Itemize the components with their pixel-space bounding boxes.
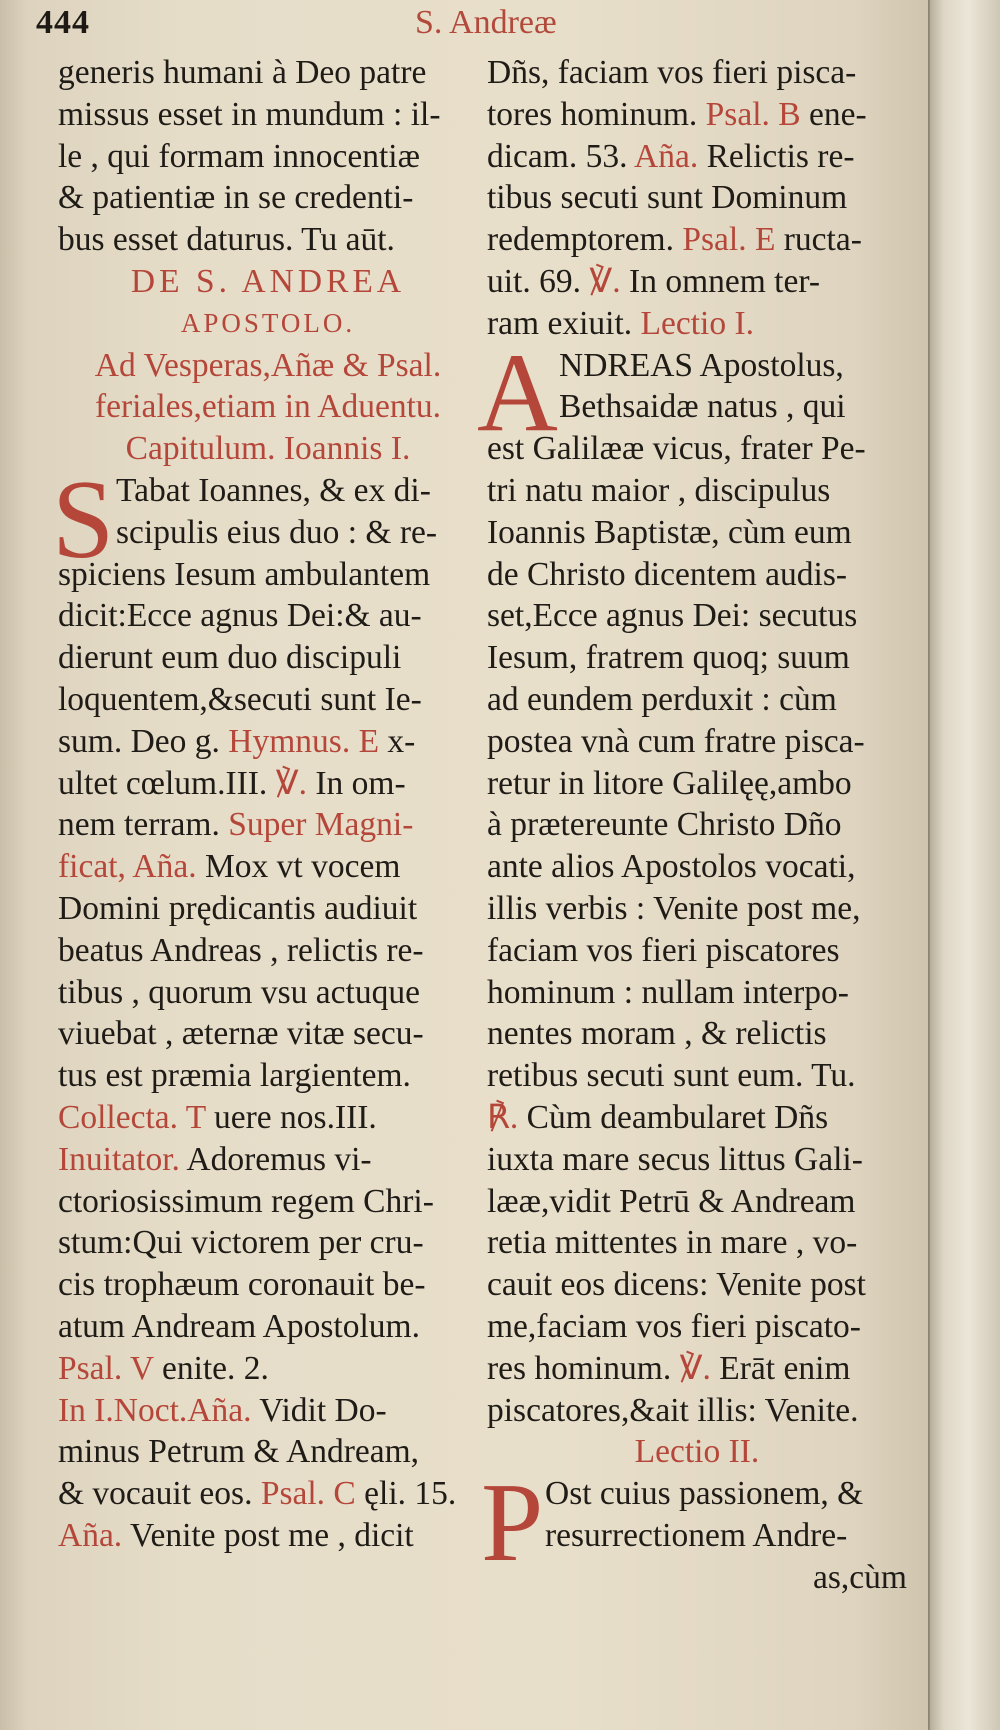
left-text-line xyxy=(58,52,478,94)
left-text-line xyxy=(58,1139,478,1181)
right-text-line xyxy=(487,637,907,679)
left-text-line xyxy=(58,219,478,261)
left-text-line xyxy=(58,428,478,470)
right-text-line xyxy=(487,1055,907,1097)
left-text-line xyxy=(58,554,478,596)
right-text-line xyxy=(487,1348,907,1390)
line-text: Capitulum. Ioannis I. xyxy=(125,430,411,468)
left-text-line xyxy=(58,303,478,345)
line-text: ęli. 15. xyxy=(364,1475,457,1513)
line-text: res hominum. xyxy=(487,1349,672,1387)
right-text-line xyxy=(487,972,907,1014)
rubric: Psal. C xyxy=(260,1475,356,1513)
drop-capital: A xyxy=(477,330,558,455)
right-text-line xyxy=(487,136,907,178)
line-text: cauit eos dicens: Venite post xyxy=(487,1266,866,1304)
rubric: In I.Noct.Aña. xyxy=(58,1391,252,1429)
line-text: minus Petrum & Andream, xyxy=(58,1433,420,1471)
line-text: Mox vt vocem xyxy=(204,848,401,886)
right-text-line xyxy=(487,763,907,805)
line-text: Erāt enim xyxy=(719,1349,851,1387)
left-text-line xyxy=(58,888,478,930)
left-text-line xyxy=(58,1222,478,1264)
line-text: set,Ecce agnus Dei: secutus xyxy=(487,597,858,635)
line-text: cis trophæum coronauit be- xyxy=(58,1266,426,1304)
line-text: redemptorem. xyxy=(487,221,674,259)
left-text-line xyxy=(58,136,478,178)
line-text: Ost cuius passionem, & xyxy=(545,1475,864,1513)
rubric: Psal. E xyxy=(682,221,776,259)
line-text: Ioannis Baptistæ, cùm eum xyxy=(487,513,852,551)
right-text-line xyxy=(487,1181,907,1223)
line-text: dicit:Ecce agnus Dei:& au- xyxy=(58,597,422,635)
rubric: ℣. xyxy=(679,1349,711,1387)
right-text-line xyxy=(487,52,907,94)
right-text-line xyxy=(487,846,907,888)
left-text-line xyxy=(58,1181,478,1223)
right-text-line xyxy=(487,1264,907,1306)
rubric: ℣. xyxy=(275,764,307,802)
line-text: nentes moram , & relictis xyxy=(487,1015,827,1053)
rubric: ℣. xyxy=(589,262,621,300)
line-text: Relictis re- xyxy=(706,137,855,175)
facing-page-edge xyxy=(930,0,1000,1730)
left-text-line xyxy=(58,1515,478,1557)
left-text-line xyxy=(58,1097,478,1139)
left-text-line xyxy=(58,177,478,219)
line-text: uere nos.III. xyxy=(214,1098,377,1136)
line-text: tibus secuti sunt Dominum xyxy=(487,179,848,217)
line-text: me,faciam vos fieri piscato- xyxy=(487,1307,861,1345)
right-text-line xyxy=(487,679,907,721)
line-text: dierunt eum duo discipuli xyxy=(58,639,402,677)
line-text: viuebat , æternæ vitæ secu- xyxy=(58,1015,424,1053)
line-text: atum Andream Apostolum. xyxy=(58,1307,420,1345)
left-text-line xyxy=(58,930,478,972)
left-text-line xyxy=(58,1348,478,1390)
right-text-line xyxy=(487,595,907,637)
line-text: est Galilææ vicus, frater Pe- xyxy=(487,430,866,468)
line-text: à prætereunte Christo Dño xyxy=(487,806,842,844)
rubric: Lectio II. xyxy=(634,1433,760,1471)
rubric: Psal. V xyxy=(58,1349,154,1387)
line-text: Tabat Ioannes, & ex di- xyxy=(116,471,431,509)
line-text: stum:Qui victorem per cru- xyxy=(58,1224,424,1262)
line-text: Venite post me , dicit xyxy=(129,1516,414,1554)
left-text-line xyxy=(58,637,478,679)
line-text: Vidit Do- xyxy=(259,1391,387,1429)
line-text: NDREAS Apostolus, xyxy=(559,346,844,384)
left-text-line xyxy=(58,721,478,763)
line-text: Iesum, fratrem quoq; suum xyxy=(487,639,850,677)
rubric: Hymnus. E xyxy=(228,722,380,760)
rubric: Aña. xyxy=(58,1516,123,1554)
right-text-line xyxy=(487,804,907,846)
rubric: Aña. xyxy=(634,137,699,175)
line-text: x- xyxy=(387,722,416,760)
line-text: as,cùm xyxy=(813,1558,907,1596)
rubric: ℟. xyxy=(487,1098,519,1136)
line-text: tri natu maior , discipulus xyxy=(487,471,831,509)
line-text: & vocauit eos. xyxy=(58,1475,253,1513)
line-text: ctoriosissimum regem Chri- xyxy=(58,1182,434,1220)
line-text: beatus Andreas , relictis re- xyxy=(58,931,424,969)
left-text-line xyxy=(58,972,478,1014)
right-text-line xyxy=(487,930,907,972)
line-text: & patientiæ in se credenti- xyxy=(58,179,414,217)
left-text-line xyxy=(58,763,478,805)
left-column xyxy=(52,52,478,1557)
line-text: iuxta mare secus littus Gali- xyxy=(487,1140,863,1178)
line-text: retia mittentes in mare , vo- xyxy=(487,1224,858,1262)
right-text-line xyxy=(487,1557,907,1599)
line-text: le , qui formam innocentiæ xyxy=(58,137,420,175)
left-text-line xyxy=(58,261,478,303)
left-text-line xyxy=(58,804,478,846)
line-text: Ad Vesperas,Añæ & Psal. xyxy=(94,346,442,384)
page-number: 444 xyxy=(36,4,90,41)
left-text-line xyxy=(58,1431,478,1473)
line-text: Adoremus vi- xyxy=(186,1140,372,1178)
rubric: Inuitator. xyxy=(58,1140,180,1178)
line-text: piscatores,&ait illis: Venite. xyxy=(487,1391,859,1429)
line-text: dicam. 53. xyxy=(487,137,628,175)
rubric: Lectio I. xyxy=(640,304,754,342)
line-text: In om- xyxy=(315,764,406,802)
running-title: S. Andreæ xyxy=(415,4,557,41)
line-text: ad eundem perduxit : cùm xyxy=(487,680,837,718)
line-text: scipulis eius duo : & re- xyxy=(116,513,437,551)
line-text: spiciens Iesum ambulantem xyxy=(58,555,431,593)
line-text: loquentem,&secuti sunt Ie- xyxy=(58,680,422,718)
line-text: retibus secuti sunt eum. Tu. xyxy=(487,1057,856,1095)
right-text-line xyxy=(487,512,907,554)
line-text: ante alios Apostolos vocati, xyxy=(487,848,856,886)
left-text-line xyxy=(58,846,478,888)
line-text: hominum : nullam interpo- xyxy=(487,973,849,1011)
line-text: sum. Deo g. xyxy=(58,722,220,760)
left-text-line xyxy=(58,1306,478,1348)
right-text-line xyxy=(487,261,907,303)
right-text-line xyxy=(487,721,907,763)
left-text-line xyxy=(58,345,478,387)
line-text: generis humani à Deo patre xyxy=(58,54,427,91)
line-text: DE S. ANDREA xyxy=(130,262,406,300)
line-text: retur in litore Galilęę,ambo xyxy=(487,764,852,802)
right-text-line xyxy=(487,1390,907,1432)
line-text: Bethsaidæ natus , qui xyxy=(559,388,846,426)
line-text: In omnem ter- xyxy=(629,262,821,300)
rubric: Collecta. T xyxy=(58,1098,206,1136)
right-text-line xyxy=(487,94,907,136)
line-text: illis verbis : Venite post me, xyxy=(487,889,861,927)
line-text: ene- xyxy=(809,95,867,133)
line-text: Cùm deambularet Dñs xyxy=(526,1098,829,1136)
drop-capital: S xyxy=(52,457,115,582)
left-text-line xyxy=(58,1390,478,1432)
right-text-line xyxy=(487,177,907,219)
line-text: lææ,vidit Petrū & Andream xyxy=(487,1182,856,1220)
line-text: Domini prędicantis audiuit xyxy=(58,889,418,927)
left-text-line xyxy=(58,1473,478,1515)
line-text: ructa- xyxy=(783,221,862,259)
line-text: postea vnà cum fratre pisca- xyxy=(487,722,865,760)
line-text: resurrectionem Andre- xyxy=(545,1516,848,1554)
left-text-line xyxy=(58,386,478,428)
line-text: faciam vos fieri piscatores xyxy=(487,931,840,969)
rubric: ficat, Aña. xyxy=(58,848,197,886)
line-text: de Christo dicentem audis- xyxy=(487,555,848,593)
left-text-line xyxy=(58,94,478,136)
line-text: bus esset daturus. Tu aūt. xyxy=(58,221,395,259)
right-text-line xyxy=(487,219,907,261)
line-text: APOSTOLO. xyxy=(180,307,356,338)
left-text-line xyxy=(58,512,478,554)
right-text-line xyxy=(487,1013,907,1055)
right-text-line xyxy=(487,888,907,930)
line-text: tus est præmia largientem. xyxy=(58,1057,411,1095)
right-column xyxy=(477,52,907,1598)
rubric: Psal. B xyxy=(705,95,801,133)
line-text: ram exiuit. xyxy=(487,304,633,342)
right-text-line xyxy=(487,470,907,512)
line-text: enite. 2. xyxy=(161,1349,269,1387)
line-text: missus esset in mundum : il- xyxy=(58,95,441,133)
line-text: Dñs, faciam vos fieri pisca- xyxy=(487,54,857,91)
line-text: tibus , quorum vsu actuque xyxy=(58,973,420,1011)
left-text-line xyxy=(58,679,478,721)
line-text: feriales,etiam in Aduentu. xyxy=(94,388,442,426)
left-text-line xyxy=(58,595,478,637)
right-text-line xyxy=(487,1139,907,1181)
line-text: nem terram. xyxy=(58,806,220,844)
left-text-line xyxy=(58,1264,478,1306)
right-text-line xyxy=(487,1097,907,1139)
line-text: ultet cœlum.III. xyxy=(58,764,268,802)
drop-capital: P xyxy=(481,1461,544,1586)
line-text: uit. 69. xyxy=(487,262,581,300)
right-text-line xyxy=(487,1222,907,1264)
line-text: tores hominum. xyxy=(487,95,698,133)
rubric: Super Magni- xyxy=(228,806,414,844)
right-text-line xyxy=(487,1431,907,1473)
right-text-line xyxy=(487,1515,907,1557)
left-text-line xyxy=(58,1013,478,1055)
right-text-line xyxy=(487,554,907,596)
right-text-line xyxy=(487,1306,907,1348)
left-text-line xyxy=(58,1055,478,1097)
